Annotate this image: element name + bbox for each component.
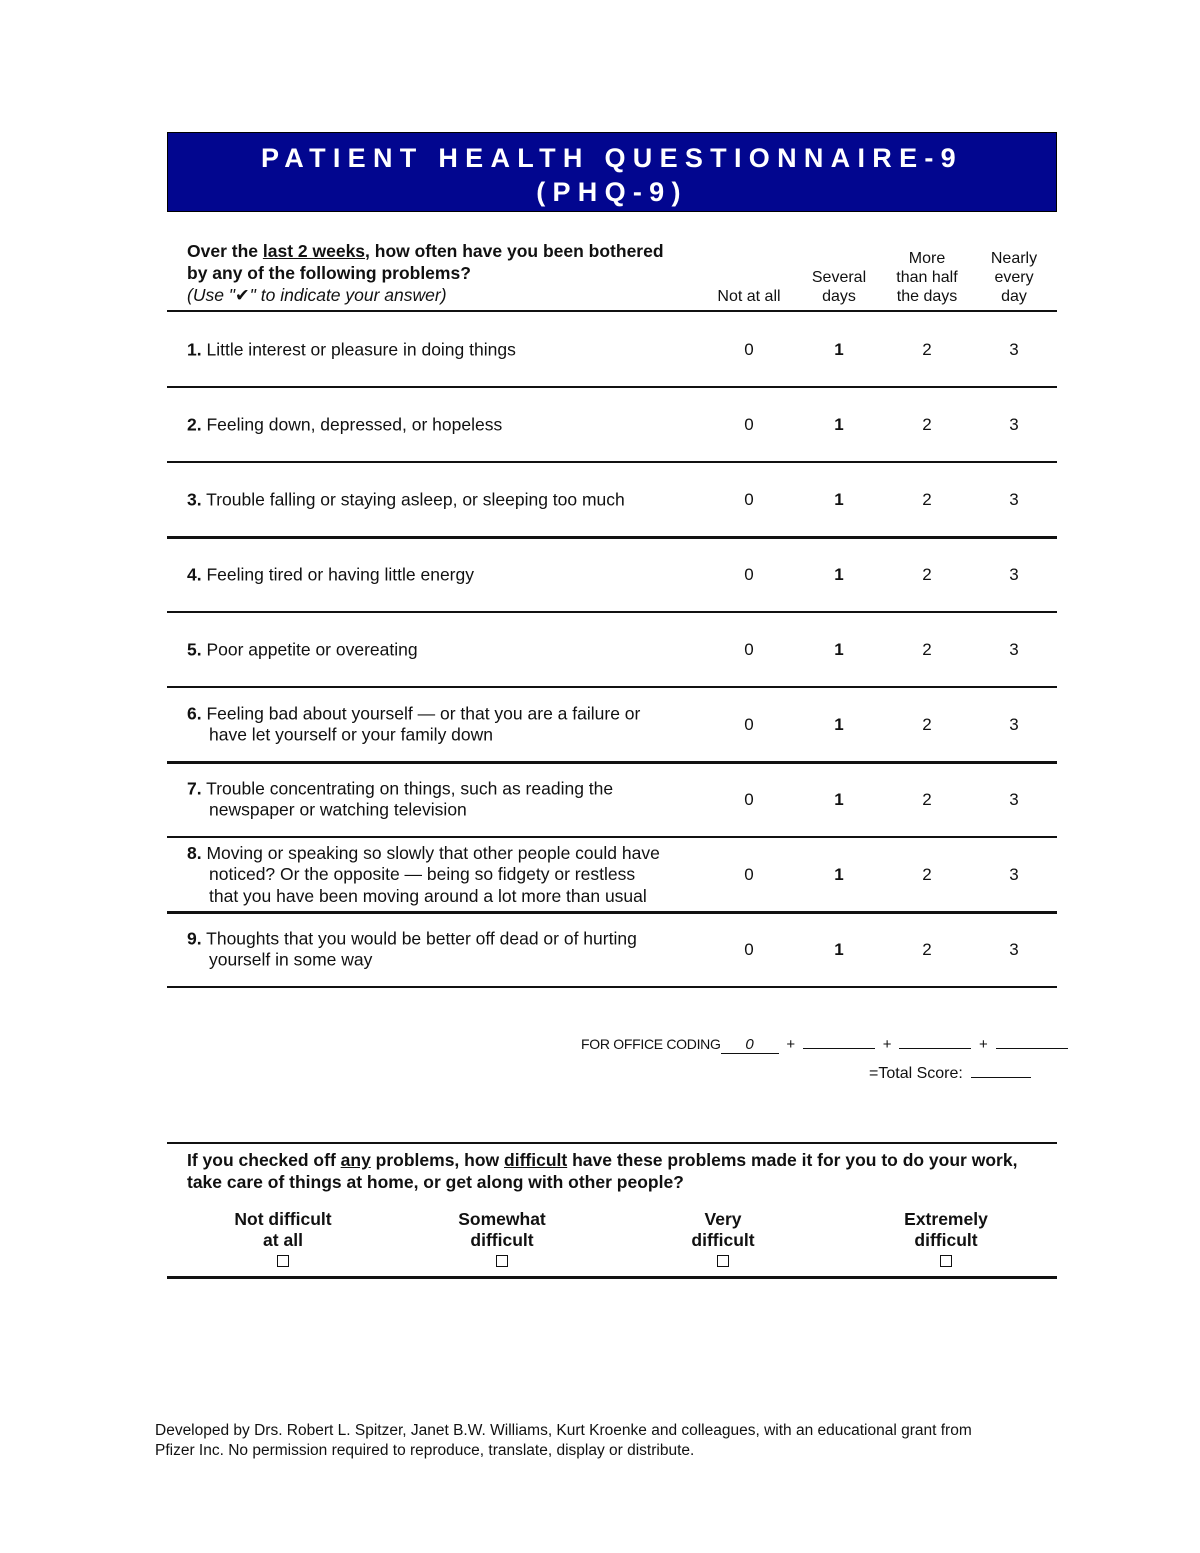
question-text-underlined: last 2 weeks: [262, 241, 366, 261]
plus-sign-3: +: [979, 1036, 988, 1053]
question-text: [187, 778, 697, 821]
question-line: Poor appetite or overeating: [206, 638, 418, 659]
question-line: Moving or speaking so slowly that other people could have: [206, 842, 660, 863]
title-banner: [167, 132, 1057, 212]
difficulty-option-label: Very: [704, 1209, 742, 1229]
question-text: [187, 928, 697, 971]
question-row-1: [167, 312, 1057, 387]
question-row-3: [167, 462, 1057, 537]
score-option-more-than-half[interactable]: 2: [922, 339, 932, 359]
score-option-not-at-all[interactable]: 0: [744, 489, 754, 509]
question-number: 3.: [187, 488, 202, 509]
question-line: that you have been moving around a lot more than usual: [209, 885, 647, 906]
score-option-not-at-all[interactable]: 0: [744, 864, 754, 884]
question-row-7: [167, 762, 1057, 837]
column-header-line: Not at all: [717, 288, 781, 305]
office-coding-label: OR OFFICE CODING: [589, 1036, 721, 1052]
question-line: noticed? Or the opposite — being so fidgety or restless: [209, 863, 636, 884]
question-number: 5.: [187, 638, 202, 659]
difficulty-option-very-difficult: [638, 1209, 808, 1272]
score-option-several-days[interactable]: 1: [834, 339, 844, 359]
plus-sign-1: +: [786, 1036, 796, 1053]
question-text: [187, 703, 697, 746]
question-row-5: [167, 612, 1057, 687]
column-header-line: the days: [896, 288, 958, 305]
question-row-8: [167, 837, 1057, 912]
question-line: Feeling down, depressed, or hopeless: [206, 413, 503, 434]
score-option-more-than-half[interactable]: 2: [922, 939, 932, 959]
difficulty-option-label: Extremely: [904, 1209, 988, 1229]
question-text-pre: Over the: [187, 241, 263, 261]
difficulty-option-extremely-difficult: [861, 1209, 1031, 1272]
plus-sign-2: +: [882, 1036, 892, 1053]
difficulty-option-somewhat-difficult: [417, 1209, 587, 1272]
question-number: 7.: [187, 778, 202, 798]
score-option-not-at-all[interactable]: 0: [744, 714, 754, 734]
office-coding-col2-blank[interactable]: [803, 1031, 875, 1049]
question-line: have let yourself or your family down: [209, 724, 494, 745]
score-option-nearly-every-day[interactable]: 3: [1009, 714, 1019, 734]
difficulty-option-label: Not difficult: [234, 1209, 332, 1229]
column-header-line: than half: [896, 269, 958, 286]
office-coding-col1-blank[interactable]: 0: [721, 1036, 779, 1054]
score-option-several-days[interactable]: 1: [834, 639, 844, 659]
difficulty-text-post: have these problems made it for you to do your work, take care of things at home, or get along with other people?: [187, 1150, 1018, 1192]
score-option-nearly-every-day[interactable]: 3: [1009, 414, 1019, 434]
office-coding-label-first: F: [581, 1036, 590, 1052]
score-option-several-days[interactable]: 1: [834, 714, 844, 734]
question-text: [187, 564, 697, 586]
question-line: Trouble falling or staying asleep, or sleeping too much: [206, 488, 625, 509]
score-option-not-at-all[interactable]: 0: [744, 339, 754, 359]
question-row-9: [167, 912, 1057, 987]
score-option-several-days[interactable]: 1: [834, 564, 844, 584]
score-option-nearly-every-day[interactable]: 3: [1009, 939, 1019, 959]
question-text-post: , how often have you been bothered: [365, 241, 664, 261]
footer-line-1: Developed by Drs. Robert L. Spitzer, Janet B.W. Williams, Kurt Kroenke and colleagues, with an educational grant from: [155, 1422, 972, 1439]
total-score-blank[interactable]: [971, 1060, 1031, 1078]
question-row-4: [167, 537, 1057, 612]
question-line: Feeling bad about yourself — or that you are a failure or: [206, 703, 641, 723]
office-coding: [581, 1031, 1068, 1054]
score-option-not-at-all[interactable]: 0: [744, 414, 754, 434]
total-score: [869, 1060, 1031, 1083]
question-line: newspaper or watching television: [209, 799, 467, 820]
column-header-line: Nearly: [990, 250, 1038, 267]
checkbox-extremely-difficult[interactable]: [940, 1255, 952, 1267]
score-option-several-days[interactable]: 1: [834, 414, 844, 434]
score-option-several-days[interactable]: 1: [834, 489, 844, 509]
question-line: Thoughts that you would be better off dead or of hurting: [206, 928, 637, 948]
question-line: Trouble concentrating on things, such as reading the: [206, 778, 614, 798]
question-text: [187, 639, 697, 661]
title-line-1: PATIENT HEALTH QUESTIONNAIRE-9: [260, 143, 963, 173]
score-option-nearly-every-day[interactable]: 3: [1009, 789, 1019, 809]
score-option-more-than-half[interactable]: 2: [922, 489, 932, 509]
question-text: [187, 414, 697, 436]
instruction-text: (Use "✔" to indicate your answer): [187, 285, 447, 305]
score-option-nearly-every-day[interactable]: 3: [1009, 864, 1019, 884]
row-divider: [167, 986, 1057, 988]
column-header-not-at-all: [704, 287, 794, 306]
difficulty-text-pre: If you checked off: [187, 1150, 341, 1170]
score-option-not-at-all[interactable]: 0: [744, 639, 754, 659]
question-row-6: [167, 687, 1057, 762]
score-option-not-at-all[interactable]: 0: [744, 789, 754, 809]
difficulty-question: [187, 1149, 1037, 1193]
question-number: 1.: [187, 338, 202, 359]
column-header-line: Several: [811, 269, 867, 286]
score-option-not-at-all[interactable]: 0: [744, 939, 754, 959]
column-header-line: every: [994, 269, 1034, 286]
score-option-nearly-every-day[interactable]: 3: [1009, 489, 1019, 509]
score-option-not-at-all[interactable]: 0: [744, 564, 754, 584]
checkbox-very-difficult[interactable]: [717, 1255, 729, 1267]
question-number: 8.: [187, 842, 202, 863]
difficulty-bottom-divider: [167, 1276, 1057, 1279]
checkbox-not-difficult[interactable]: [277, 1255, 289, 1267]
question-number: 4.: [187, 563, 202, 584]
column-header-several-days: [794, 268, 884, 306]
score-option-more-than-half[interactable]: 2: [922, 639, 932, 659]
question-line: Feeling tired or having little energy: [206, 563, 474, 584]
score-option-more-than-half[interactable]: 2: [922, 789, 932, 809]
question-row-2: [167, 387, 1057, 462]
office-coding-col3-blank[interactable]: [899, 1031, 971, 1049]
score-option-nearly-every-day[interactable]: 3: [1009, 639, 1019, 659]
question-text: [187, 339, 697, 361]
score-option-more-than-half[interactable]: 2: [922, 714, 932, 734]
score-option-more-than-half[interactable]: 2: [922, 864, 932, 884]
score-option-several-days[interactable]: 1: [834, 864, 844, 884]
difficulty-option-label: difficult: [470, 1230, 534, 1250]
question-number: 6.: [187, 703, 202, 723]
score-option-more-than-half[interactable]: 2: [922, 564, 932, 584]
footer-line-2: Pfizer Inc. No permission required to reproduce, translate, display or distribute.: [155, 1442, 695, 1459]
question-line: yourself in some way: [209, 949, 373, 970]
title-line-2: (PHQ-9): [536, 177, 688, 207]
column-header-line: More: [908, 250, 946, 267]
difficulty-option-not-difficult: [198, 1209, 368, 1272]
footer-credits: [155, 1421, 1055, 1461]
column-header-more-than-half: [882, 249, 972, 306]
total-score-label: =Total Score:: [869, 1065, 963, 1082]
question-number: 2.: [187, 413, 202, 434]
score-option-several-days[interactable]: 1: [834, 939, 844, 959]
instructions-question: [187, 240, 707, 306]
question-line: Little interest or pleasure in doing things: [206, 338, 516, 359]
column-header-line: days: [822, 288, 856, 305]
score-option-several-days[interactable]: 1: [834, 789, 844, 809]
difficulty-text-difficult: difficult: [504, 1150, 568, 1170]
difficulty-option-label: Somewhat: [458, 1209, 546, 1229]
column-header-nearly-every-day: [969, 249, 1059, 306]
question-text: [187, 489, 697, 511]
score-option-more-than-half[interactable]: 2: [922, 414, 932, 434]
office-coding-col4-blank[interactable]: [996, 1031, 1068, 1049]
score-option-nearly-every-day[interactable]: 3: [1009, 339, 1019, 359]
difficulty-text-any: any: [340, 1150, 371, 1170]
difficulty-top-divider: [167, 1142, 1057, 1144]
difficulty-option-label: at all: [263, 1230, 303, 1250]
column-header-line: day: [1001, 288, 1027, 305]
score-option-nearly-every-day[interactable]: 3: [1009, 564, 1019, 584]
difficulty-option-label: difficult: [691, 1230, 755, 1250]
question-text-line2: by any of the following problems?: [187, 263, 471, 283]
checkbox-somewhat-difficult[interactable]: [496, 1255, 508, 1267]
difficulty-text-mid: problems, how: [370, 1150, 505, 1170]
question-text: [187, 842, 697, 907]
question-number: 9.: [187, 928, 202, 948]
difficulty-option-label: difficult: [914, 1230, 978, 1250]
